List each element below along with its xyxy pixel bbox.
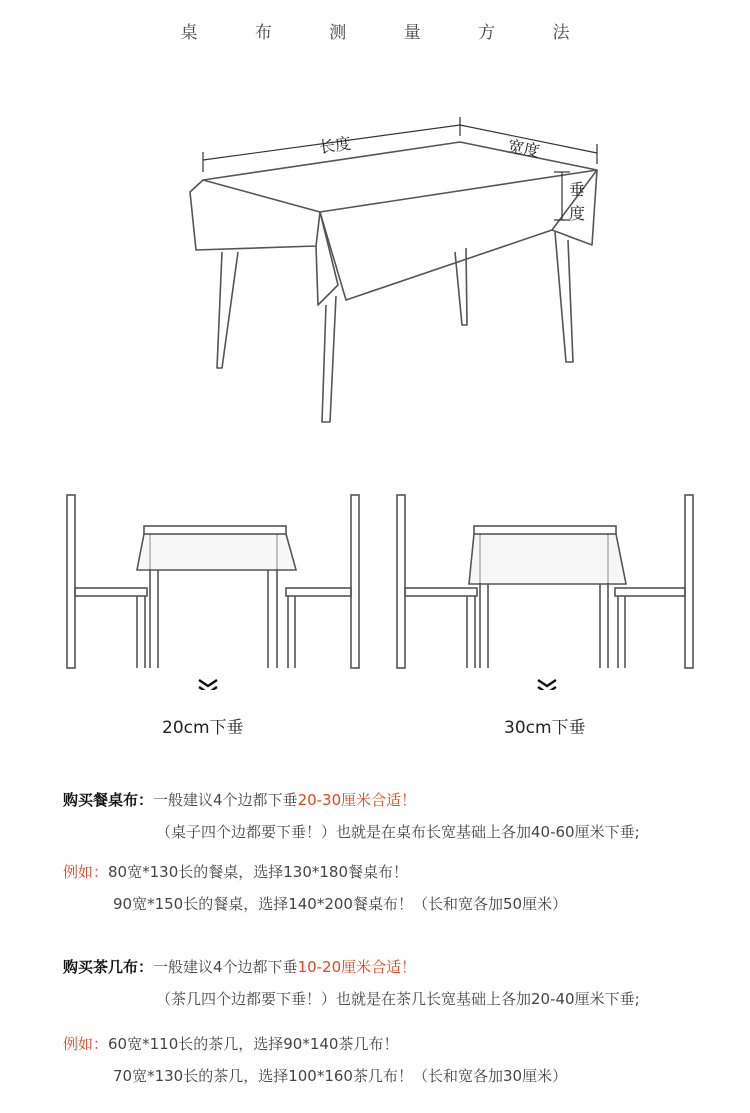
tea-advice: 一般建议4个边都下垂 — [153, 958, 298, 976]
table-diagram — [0, 100, 750, 540]
caption-20cm: 20cm下垂 — [162, 718, 244, 738]
chevron-down-icon — [199, 687, 217, 690]
dining-example-label: 例如： — [63, 863, 109, 881]
tea-example-1 — [63, 1033, 398, 1054]
dining-example-1 — [63, 861, 408, 882]
dining-heading: 购买餐桌布： — [63, 791, 154, 809]
page-title: 桌 布 测 量 方 法 — [180, 23, 596, 43]
drop-label-2: 度 — [569, 204, 586, 223]
dining-line-2: （桌子四个边都要下垂！）也就是在桌布长宽基础上各加40-60厘米下垂; — [156, 823, 640, 841]
tea-example-label: 例如： — [63, 1035, 109, 1053]
dining-line-1 — [63, 789, 416, 810]
tea-line-2: （茶几四个边都要下垂！）也就是在茶几长宽基础上各加20-40厘米下垂; — [156, 990, 640, 1008]
dining-example-1-text: 80宽*130长的餐桌，选择130*180餐桌布！ — [108, 863, 408, 881]
caption-30cm: 30cm下垂 — [504, 718, 586, 738]
dining-advice: 一般建议4个边都下垂 — [153, 791, 298, 809]
dining-advice-highlight: 20-30厘米合适！ — [297, 791, 417, 809]
drop-label-1: 垂 — [569, 180, 586, 199]
tea-line-1 — [63, 956, 416, 977]
side-view-diagrams — [0, 490, 750, 690]
tea-heading: 购买茶几布： — [63, 958, 154, 976]
chevron-down-icon — [538, 687, 556, 690]
dining-example-2: 90宽*150长的餐桌，选择140*200餐桌布！（长和宽各加50厘米） — [113, 895, 568, 913]
tea-example-1-text: 60宽*110长的茶几，选择90*140茶几布！ — [108, 1035, 399, 1053]
length-label: 长度 — [317, 133, 353, 157]
tea-advice-highlight: 10-20厘米合适！ — [297, 958, 417, 976]
width-label: 宽度 — [506, 136, 542, 162]
tea-example-2: 70宽*130长的茶几，选择100*160茶几布！（长和宽各加30厘米） — [113, 1067, 568, 1085]
